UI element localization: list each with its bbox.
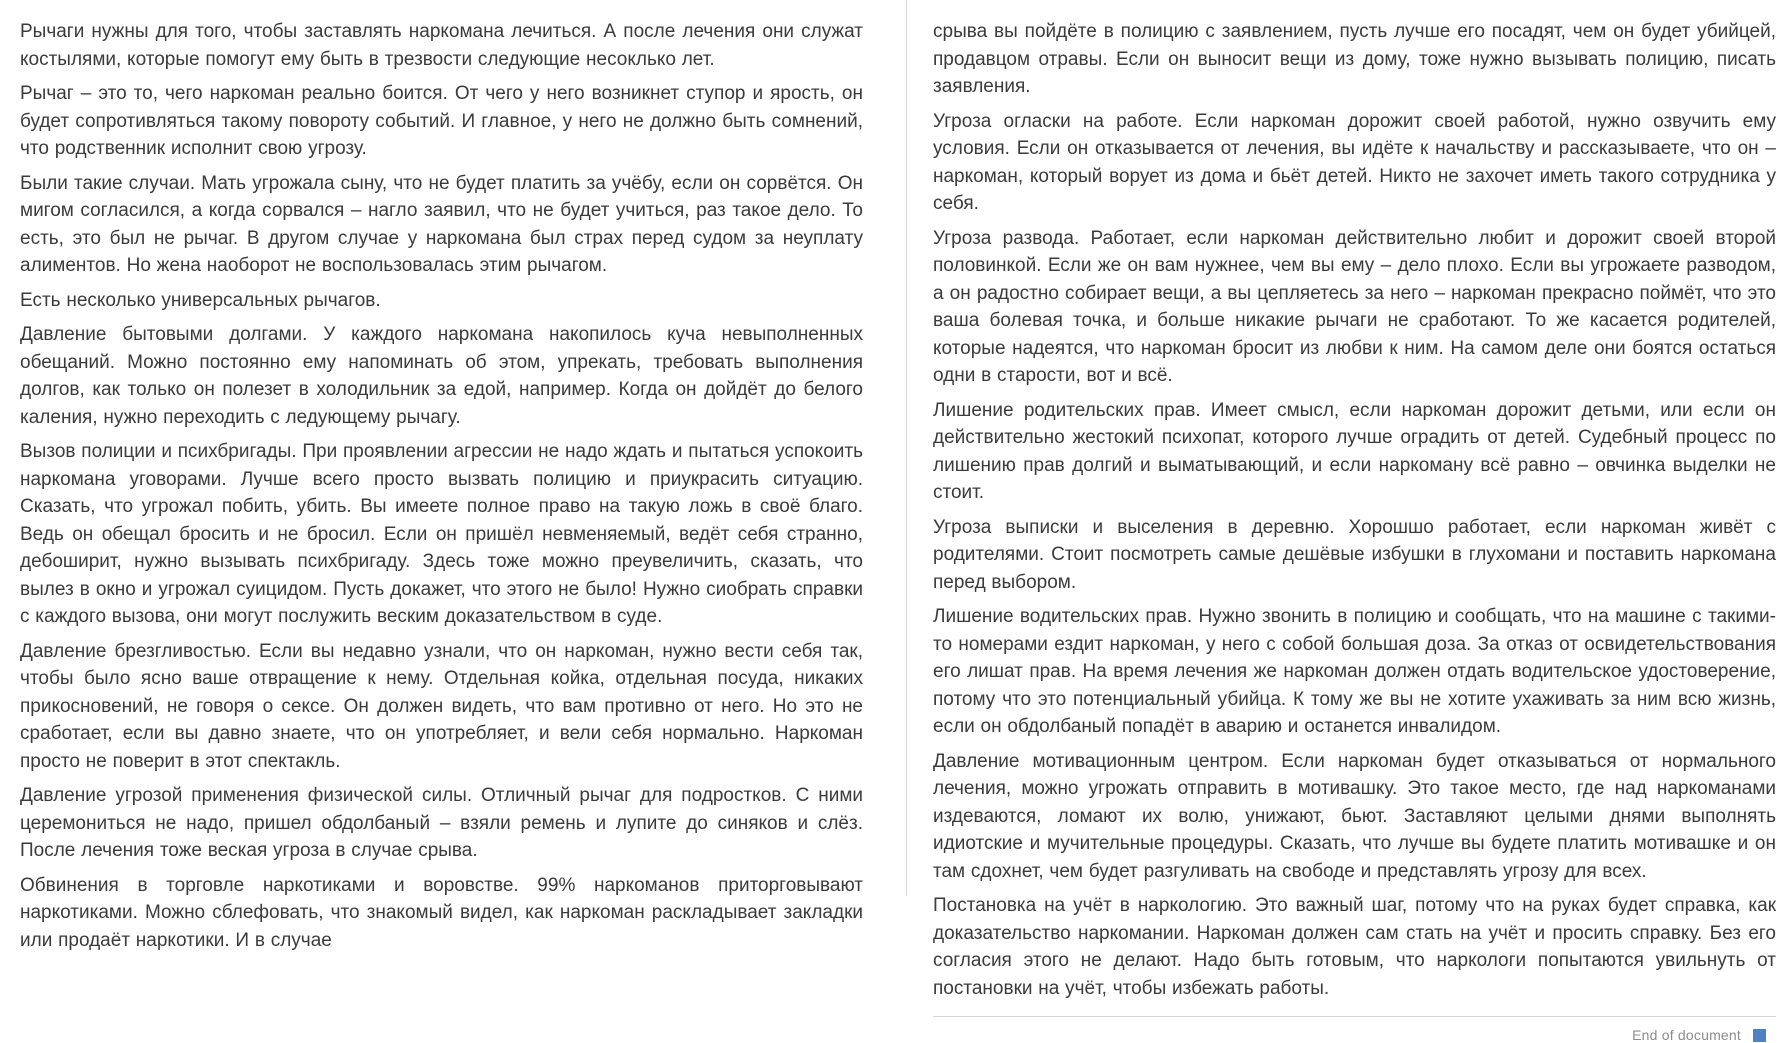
end-of-document-rule xyxy=(933,1016,1776,1017)
paragraph: Были такие случаи. Мать угрожала сыну, что не будет платить за учёбу, если он сорвётся. Он мигом согласился, а когда сорвался – нагло заявил, что не будет учиться, раз такое дело. То есть, это был не рычаг. В другом случае у наркомана был страх перед судом за неуплату алиментов. Но жена наоборот не воспользовалась этим рычагом. xyxy=(20,172,863,276)
paragraph: Давление мотивационным центром. Если наркоман будет отказываться от нормального лечения, можно угрожать отправить в мотивашку. Это такое место, где над наркоманами издеваются, ломают их волю, унижают, бьют. Заставляют целыми днями выполнять идиотские и мучительные процедуры. Сказать, что лучше вы будете платить мотивашке и он там сдохнет, чем будет разгуливать на свободе и представлять угрозу для всех. xyxy=(933,750,1776,882)
paragraph: Рычаги нужны для того, чтобы заставлять наркомана лечиться. А после лечения они служат костылями, которые помогут ему быть в трезвости следующие несоклько лет. xyxy=(20,21,863,70)
paragraph: Рычаг – это то, чего наркоман реально боится. От чего у него возникнет ступор и ярость, он будет сопротивляться такому повороту событий. И главное, у него не должно быть сомнений, что родственник исполнит свою угрозу. xyxy=(20,83,863,159)
right-text-column xyxy=(933,0,1776,1043)
paragraph: Угроза огласки на работе. Если наркоман дорожит своей работой, нужно озвучить ему условия. Если он отказывается от лечения, вы идёте к начальству и рассказываете, что он – наркоман, который ворует из дома и бьёт детей. Никто не захочет иметь такого сотрудника у себя. xyxy=(933,110,1776,214)
left-text-column xyxy=(20,0,863,961)
paragraph: Лишение родительских прав. Имеет смысл, если наркоман дорожит детьми, или если он действительно жестокий психопат, которого лучше оградить от детей. Судебный процесс по лишению прав долгий и выматывающий, и если наркоману всё равно – овчинка выделки не стоит. xyxy=(933,399,1776,503)
column-divider xyxy=(906,0,907,896)
end-of-document-row xyxy=(933,1027,1776,1043)
paragraph: Угроза развода. Работает, если наркоман действительно любит и дорожит своей второй половинкой. Если же он вам нужнее, чем вы ему – дело плохо. Если вы угрожаете разводом, а он радостно собирает вещи, а вы цепляетесь за него – наркоман прекрасно поймёт, что это ваша болевая точка, и больше никакие рычаги не сработают. То же касается родителей, которые надеятся, что наркоман бросит из любви к ним. На самом деле они боятся остаться одни в старости, вот и всё. xyxy=(933,227,1776,386)
paragraph: Есть несколько универсальных рычагов. xyxy=(20,289,381,311)
paragraph: срыва вы пойдёте в полицию с заявлением, пусть лучше его посадят, чем он будет убийцей, продавцом отравы. Если он выносит вещи из дому, тоже нужно вызывать полицию, писать заявления. xyxy=(933,21,1776,97)
paragraph: Лишение водительских прав. Нужно звонить в полицию и сообщать, что на машине с такими-то номерами ездит наркоман, у него с собой большая доза. За отказ от освидетельствования его лишат прав. На время лечения же наркоман должен отдать водительское удостоверение, потому что это потенциальный убийца. К тому же вы не хотите ухаживать за ним всю жизнь, если он обдолбаный попадёт в аварию и останется инвалидом. xyxy=(933,606,1776,737)
paragraph: Постановка на учёт в наркологию. Это важный шаг, потому что на руках будет справка, как доказательство наркомании. Наркоман должен сам стать на учёт и просить справку. Без его согласия этого не делают. Надо быть готовым, что наркологи попытаются увильнуть от постановки на учёт, чтобы избежать работы. xyxy=(933,895,1776,999)
paragraph: Давление брезгливостью. Если вы недавно узнали, что он наркоман, нужно вести себя так, чтобы было ясно ваше отвращение к нему. Отдельная койка, отдельная посуда, никаких прикосновений, не говоря о сексе. Он должен видеть, что вам противно от него. Но это не сработает, если вы давно знаете, что он употребляет, и вели себя нормально. Наркоман просто не поверит в этот спектакль. xyxy=(20,640,863,772)
end-of-document-icon xyxy=(1753,1029,1766,1042)
document-footer xyxy=(933,1016,1776,1043)
end-of-document-label: End of document xyxy=(1632,1027,1741,1043)
paragraph: Угроза выписки и выселения в деревню. Хорошшо работает, если наркоман живёт с родителями. Стоит посмотреть самые дешёвые избушки в глухомани и поставить наркомана перед выбором. xyxy=(933,516,1776,593)
paragraph: Обвинения в торговле наркотиками и воровстве. 99% наркоманов приторговывают наркотиками. Можно сблефовать, что знакомый видел, как наркоман раскладывает закладки или продаёт наркотики. И в случае xyxy=(20,874,863,951)
paragraph: Давление угрозой применения физической силы. Отличный рычаг для подростков. С ними церемониться не надо, пришел обдолбаный – взяли ремень и лупите до синяков и слёз. После лечения тоже веская угроза в случае срыва. xyxy=(20,785,863,861)
paragraph: Давление бытовыми долгами. У каждого наркомана накопилось куча невыполненных обещаний. Можно постоянно ему напоминать об этом, упрекать, требовать выполнения долгов, как только он полезет в холодильник за едой, например. Когда он дойдёт до белого каления, нужно переходить с ледующему рычагу. xyxy=(20,324,863,428)
paragraph: Вызов полиции и психбригады. При проявлении агрессии не надо ждать и пытаться успокоить наркомана уговорами. Лучше всего просто вызвать полицию и приукрасить ситуацию. Сказать, что угрожал побить, убить. Вы имеете полное право на такую ложь в своё благо. Ведь он обещал бросить и не бросил. Если он пришёл невменяемый, ведёт себя странно, дебоширит, нужно вызывать психбригаду. Здесь тоже можно преувеличить, сказать, что вылез в окно и угрожал суицидом. Пусть докажет, что этого не было! Нужно сиобрать справки с каждого вызова, они могут послужить веским доказательством в суде. xyxy=(20,441,863,627)
